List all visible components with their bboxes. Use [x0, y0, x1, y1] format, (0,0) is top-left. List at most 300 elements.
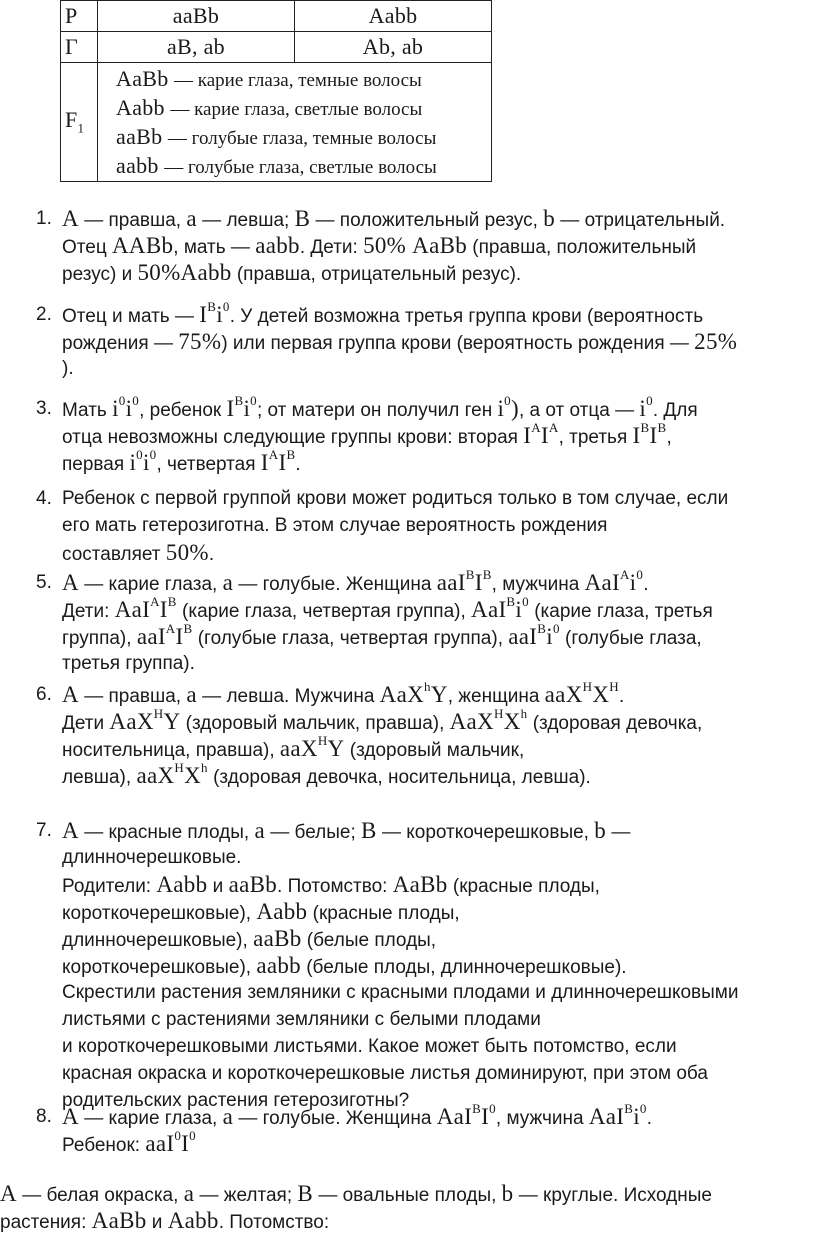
text-segment: , женщина	[447, 686, 545, 707]
allele-superscript: B	[657, 420, 667, 436]
formula: Aabb	[256, 899, 308, 924]
formula: I	[278, 450, 287, 475]
formula: aaX	[544, 682, 583, 707]
formula: 50%Aabb	[137, 260, 232, 285]
formula: i	[216, 302, 223, 327]
formula: Y	[430, 682, 448, 707]
text-line	[62, 623, 812, 650]
formula-superscript	[167, 594, 177, 622]
formula: a	[186, 206, 197, 231]
text-segment: первая	[62, 454, 130, 475]
text-line	[62, 735, 812, 762]
f1-label-sub: 1	[77, 120, 85, 136]
f1-phenotype: — карие глаза, светлые волосы	[170, 99, 423, 120]
formula: AaI	[114, 597, 151, 622]
text-segment: и	[207, 876, 229, 897]
formula: aaX	[136, 763, 175, 788]
allele-superscript: 0	[174, 1128, 182, 1144]
formula: A	[62, 682, 79, 707]
formula: a	[222, 570, 234, 595]
f1-genotype: aabb	[116, 153, 159, 178]
f1-phenotype: — карие глаза, темные волосы	[174, 70, 422, 91]
formula: I	[226, 396, 235, 421]
row-label-p: P	[61, 1, 98, 32]
formula: I	[159, 597, 168, 622]
text-segment: ).	[62, 358, 74, 379]
formula: I	[199, 302, 208, 327]
formula: aaI	[508, 624, 538, 649]
item-body	[62, 569, 812, 677]
text-segment: (красные плоды,	[447, 876, 600, 897]
table-row-f1	[61, 63, 492, 182]
formula: A	[62, 818, 79, 843]
text-line	[62, 1103, 812, 1130]
allele-superscript: 0	[636, 567, 644, 583]
allele-superscript: H	[153, 706, 164, 722]
text-segment: — левша. Мужчина	[196, 686, 380, 707]
formula-superscript	[482, 567, 492, 595]
allele-superscript: A	[619, 567, 630, 583]
formula: A	[62, 206, 79, 231]
formula: AaI	[436, 1104, 473, 1129]
formula: aaI	[436, 570, 466, 595]
allele-superscript: B	[183, 621, 193, 637]
text-segment: (карие глаза, четвертая группа),	[176, 601, 472, 622]
text-segment: . Потомство:	[218, 1212, 330, 1233]
text-line	[62, 1130, 812, 1157]
item-body	[62, 395, 812, 476]
text-segment: его мать гетерозиготна. В этом случае вероятность рождения	[62, 515, 608, 536]
text-line	[62, 681, 812, 708]
text-segment: . Потомство:	[277, 876, 393, 897]
text-line	[62, 596, 812, 623]
formula: AaI	[588, 1104, 625, 1129]
item-number: 1.	[36, 208, 52, 229]
formula: I	[632, 423, 641, 448]
allele-superscript: 0	[132, 393, 140, 409]
formula: i	[629, 570, 637, 595]
text-line	[62, 355, 812, 382]
formula-superscript	[619, 567, 630, 595]
formula: i	[129, 450, 137, 475]
allele-superscript: 0	[250, 393, 257, 409]
f1-genotype: Aabb	[116, 95, 165, 120]
text-segment: . Дети:	[299, 237, 364, 258]
formula-superscript	[189, 1128, 196, 1156]
formula: a	[254, 818, 265, 843]
allele-superscript: A	[531, 420, 541, 436]
f1-genotype: aaBb	[116, 124, 163, 149]
formula: a	[222, 1104, 234, 1129]
allele-superscript: A	[150, 594, 160, 610]
text-segment: Отец и мать —	[62, 306, 200, 327]
allele-superscript: H	[493, 706, 504, 722]
formula-superscript	[548, 420, 559, 448]
formula: aabb	[255, 233, 300, 258]
allele-superscript: H	[582, 679, 593, 695]
formula-superscript	[639, 1101, 647, 1129]
formula: i	[125, 396, 133, 421]
formula: aabb	[256, 953, 301, 978]
f1-line	[98, 151, 491, 180]
formula: b	[543, 206, 556, 231]
allele-superscript: H	[317, 733, 328, 749]
text-segment: — левша;	[196, 210, 295, 231]
text-line	[62, 449, 812, 476]
text-segment: (голубые глаза,	[559, 628, 702, 649]
text-segment: Отец	[62, 237, 112, 258]
formula: b	[501, 1181, 514, 1206]
formula-superscript	[465, 567, 475, 595]
text-segment: (правша, положительный	[467, 237, 697, 258]
text-line	[62, 844, 812, 871]
formula: AaI	[471, 597, 507, 622]
formula: i	[633, 1104, 640, 1129]
formula-superscript	[489, 1101, 496, 1129]
text-segment: растения:	[0, 1212, 92, 1233]
allele-superscript: 0	[136, 447, 143, 463]
formula: AaX	[379, 682, 425, 707]
allele-superscript: h	[424, 679, 431, 695]
text-segment: (правша, отрицательный резус).	[231, 264, 522, 285]
text-segment: Родители:	[62, 876, 157, 897]
text-segment: ) или первая группа крови (вероятность рождения —	[221, 333, 695, 354]
formula: 50%	[165, 540, 209, 565]
allele-superscript: B	[640, 420, 650, 436]
text-segment: — правша,	[78, 686, 187, 707]
formula: AaBb	[91, 1208, 147, 1233]
allele-superscript: 0	[504, 393, 511, 409]
text-segment: длинночерешковые.	[62, 847, 242, 868]
formula: i	[639, 396, 647, 421]
formula: I	[474, 570, 483, 595]
text-segment: короткочерешковые),	[62, 903, 257, 924]
text-segment: , третья	[558, 427, 633, 448]
text-segment: ,	[666, 427, 672, 448]
allele-superscript: B	[167, 594, 177, 610]
cell-gametes-male: Ab, ab	[295, 32, 492, 63]
formula: I	[649, 423, 658, 448]
item-body	[62, 681, 812, 789]
formula: I	[175, 624, 184, 649]
formula-superscript	[222, 299, 230, 327]
text-line	[62, 232, 812, 259]
text-segment: (белые плоды,	[301, 930, 437, 951]
allele-superscript: B	[506, 594, 516, 610]
text-line	[62, 1060, 812, 1087]
f1-phenotype: — голубые глаза, светлые волосы	[164, 157, 437, 178]
formula: i	[112, 396, 119, 421]
formula-superscript	[207, 299, 217, 327]
f1-phenotype: — голубые глаза, темные волосы	[167, 128, 437, 149]
formula: a	[183, 1181, 195, 1206]
allele-superscript: 0	[522, 594, 529, 610]
text-segment: составляет	[62, 544, 166, 565]
allele-superscript: B	[472, 1101, 482, 1117]
table-row-p	[61, 1, 492, 32]
allele-superscript: B	[624, 1101, 634, 1117]
table-row-gametes	[61, 32, 492, 63]
formula: B	[297, 1181, 314, 1206]
text-segment: — круглые. Исходные	[513, 1185, 712, 1206]
formula-superscript	[317, 733, 328, 761]
text-segment: Дети:	[62, 601, 115, 622]
allele-superscript: B	[465, 567, 475, 583]
text-segment: —	[606, 822, 631, 843]
formula: I	[523, 423, 532, 448]
formula: 25%	[694, 329, 738, 354]
allele-superscript: A	[165, 621, 176, 637]
row-label-f1	[61, 63, 98, 182]
item-body	[62, 205, 812, 286]
formula-superscript	[174, 760, 185, 788]
item-body	[62, 485, 812, 566]
f1-genotype: AaBb	[116, 66, 169, 91]
formula: A	[62, 1104, 79, 1129]
text-segment: и короткочерешковыми листьями. Какое может быть потомство, если	[62, 1036, 677, 1057]
allele-superscript: 0	[489, 1101, 496, 1117]
text-segment: . У детей возможна третья группа крови (вероятность	[229, 306, 704, 327]
allele-superscript: h	[201, 760, 208, 776]
formula: X	[184, 763, 202, 788]
text-segment: Скрестили растения земляники с красными плодами и длинночерешковыми	[62, 982, 739, 1003]
formula: X	[503, 709, 521, 734]
allele-superscript: 0	[222, 299, 230, 315]
text-segment: — голубые. Женщина	[233, 574, 437, 595]
text-line	[62, 301, 812, 328]
text-segment: рождения —	[62, 333, 179, 354]
text-segment: Ребенок с первой группой крови может родиться только в том случае, если	[62, 488, 729, 509]
text-segment: , мужчина	[491, 574, 585, 595]
text-segment: , а от отца —	[518, 400, 640, 421]
text-segment: .	[208, 544, 215, 565]
text-segment: ; от матери он получил ген	[256, 400, 498, 421]
formula: i	[515, 597, 523, 622]
text-segment: Ребенок:	[62, 1135, 146, 1156]
formula: Y	[163, 709, 181, 734]
text-segment: (здоровый мальчик, правша),	[180, 713, 450, 734]
text-line	[62, 762, 812, 789]
text-segment: (здоровый мальчик,	[344, 740, 525, 761]
text-line	[62, 569, 812, 596]
text-segment: (здоровая девочка,	[527, 713, 703, 734]
text-line	[62, 485, 812, 512]
text-segment: (голубые глаза, четвертая группа),	[192, 628, 509, 649]
text-segment: (красные плоды,	[307, 903, 460, 924]
text-segment: , мать —	[173, 237, 256, 258]
text-segment: .	[295, 454, 301, 475]
text-line	[62, 871, 812, 898]
formula: B	[294, 206, 311, 231]
formula-superscript	[165, 621, 176, 649]
formula: aaI	[145, 1131, 175, 1156]
extra-task-text	[0, 1180, 812, 1234]
allele-superscript: B	[537, 621, 547, 637]
allele-superscript: 0	[189, 1128, 196, 1144]
item-number: 5.	[36, 572, 52, 593]
formula: i	[243, 396, 251, 421]
text-segment: , мужчина	[495, 1108, 589, 1129]
text-line	[62, 817, 812, 844]
text-line	[62, 1033, 812, 1060]
text-segment: (карие глаза, третья	[528, 601, 713, 622]
text-segment: — карие глаза,	[78, 574, 223, 595]
text-segment: .	[643, 574, 649, 595]
text-segment: , четвертая	[156, 454, 261, 475]
text-line	[62, 898, 812, 925]
formula: aaX	[279, 736, 318, 761]
formula: A	[62, 570, 79, 595]
formula-superscript	[537, 621, 547, 649]
f1-line	[98, 93, 491, 122]
formula: aaI	[136, 624, 166, 649]
text-segment: Дети	[62, 713, 110, 734]
text-segment: третья группа).	[62, 653, 195, 674]
formula: AaX	[449, 709, 494, 734]
formula-superscript	[268, 447, 279, 475]
text-line	[62, 395, 812, 422]
allele-superscript: 0	[149, 447, 157, 463]
formula: aaBb	[253, 926, 302, 951]
allele-superscript: 0	[552, 621, 560, 637]
cell-gametes-female: aB, ab	[98, 32, 295, 63]
formula-superscript	[118, 393, 126, 421]
formula-superscript	[582, 679, 593, 707]
formula-superscript	[424, 679, 431, 707]
text-segment: (здоровая девочка, носительница, левша).	[207, 767, 591, 788]
allele-superscript: 0	[646, 393, 653, 409]
formula-superscript	[522, 594, 529, 622]
text-segment: — карие глаза,	[78, 1108, 223, 1129]
item-number: 4.	[36, 488, 52, 509]
f1-offspring-cell	[98, 63, 492, 182]
allele-superscript: H	[609, 679, 619, 695]
text-line	[62, 979, 812, 1006]
text-segment: листьями с растениями земляники с белыми плодами	[62, 1009, 541, 1030]
formula: X	[592, 682, 610, 707]
text-segment: — положительный резус,	[310, 210, 544, 231]
text-line	[62, 422, 812, 449]
text-segment: — белая окраска,	[16, 1185, 184, 1206]
formula: Aabb	[167, 1208, 219, 1233]
formula: AaBb	[392, 872, 448, 897]
item-number: 6.	[36, 684, 52, 705]
text-segment: .	[618, 686, 625, 707]
allele-superscript: B	[234, 393, 244, 409]
formula: I	[481, 1104, 490, 1129]
text-segment: носительница, правша),	[62, 740, 280, 761]
text-segment: (белые плоды, длинночерешковые).	[300, 957, 627, 978]
formula-superscript	[609, 679, 619, 707]
formula: AABb	[112, 233, 174, 258]
formula-superscript	[624, 1101, 634, 1129]
text-segment: — белые;	[264, 822, 362, 843]
formula-superscript	[250, 393, 257, 421]
formula-superscript	[472, 1101, 482, 1129]
formula: 75%	[178, 329, 222, 354]
formula: Y	[327, 736, 345, 761]
formula: I	[260, 450, 269, 475]
text-line	[62, 328, 812, 355]
formula-superscript	[552, 621, 560, 649]
item-number: 2.	[36, 304, 52, 325]
text-segment: отца невозможны следующие группы крови: вторая	[62, 427, 524, 448]
formula-superscript	[153, 706, 164, 734]
allele-superscript: B	[286, 447, 296, 463]
formula: i	[142, 450, 150, 475]
text-segment: родительских растения гетерозиготны?	[62, 1090, 410, 1111]
text-line	[62, 205, 812, 232]
allele-superscript: A	[268, 447, 279, 463]
formula: AaI	[584, 570, 620, 595]
text-segment: красная окраска и короткочерешковые листья доминируют, при этом оба	[62, 1063, 708, 1084]
text-segment: короткочерешковые),	[62, 957, 257, 978]
item-body	[62, 301, 812, 382]
formula: 50% AaBb	[363, 233, 468, 258]
allele-superscript: H	[174, 760, 185, 776]
text-line	[62, 952, 812, 979]
formula: a	[186, 682, 197, 707]
item-number: 7.	[36, 820, 52, 841]
text-segment: Мать	[62, 400, 113, 421]
allele-superscript: 0	[639, 1101, 647, 1117]
formula-superscript	[201, 760, 208, 788]
formula: b	[594, 818, 607, 843]
formula: AaX	[109, 709, 154, 734]
formula: B	[361, 818, 377, 843]
text-segment: — голубые. Женщина	[233, 1108, 437, 1129]
allele-superscript: B	[482, 567, 492, 583]
f1-label: F	[65, 107, 78, 133]
text-segment: — правша,	[78, 210, 187, 231]
item-number: 3.	[36, 398, 52, 419]
formula: aaBb	[228, 872, 278, 897]
formula: Aabb	[156, 872, 208, 897]
row-label-gametes: Г	[61, 32, 98, 63]
text-line	[62, 539, 812, 566]
text-line	[62, 925, 812, 952]
formula-superscript	[493, 706, 504, 734]
text-segment: левша),	[62, 767, 137, 788]
formula-superscript	[150, 594, 160, 622]
allele-superscript: B	[207, 299, 217, 315]
text-segment: — красные плоды,	[78, 822, 255, 843]
item-body	[62, 1103, 812, 1157]
formula: A	[0, 1181, 17, 1206]
allele-superscript: h	[520, 706, 528, 722]
formula: I	[540, 423, 549, 448]
f1-line	[98, 122, 491, 151]
text-segment: — короткочерешковые,	[376, 822, 595, 843]
genetics-table	[60, 0, 492, 182]
formula-superscript	[646, 393, 653, 421]
text-segment: . Для	[652, 400, 698, 421]
formula: i	[497, 396, 505, 421]
text-segment: длинночерешковые),	[62, 930, 254, 951]
item-number: 8.	[36, 1106, 52, 1127]
text-segment: — овальные плоды,	[313, 1185, 502, 1206]
formula-superscript	[136, 447, 143, 475]
text-segment: группа),	[62, 628, 137, 649]
cell-p-male: Aabb	[295, 1, 492, 32]
text-line	[62, 1006, 812, 1033]
text-segment: , ребенок	[139, 400, 227, 421]
formula: i	[546, 624, 553, 649]
formula-superscript	[531, 420, 541, 448]
text-line	[0, 1180, 812, 1207]
text-segment: .	[646, 1108, 652, 1129]
text-line	[62, 512, 812, 539]
